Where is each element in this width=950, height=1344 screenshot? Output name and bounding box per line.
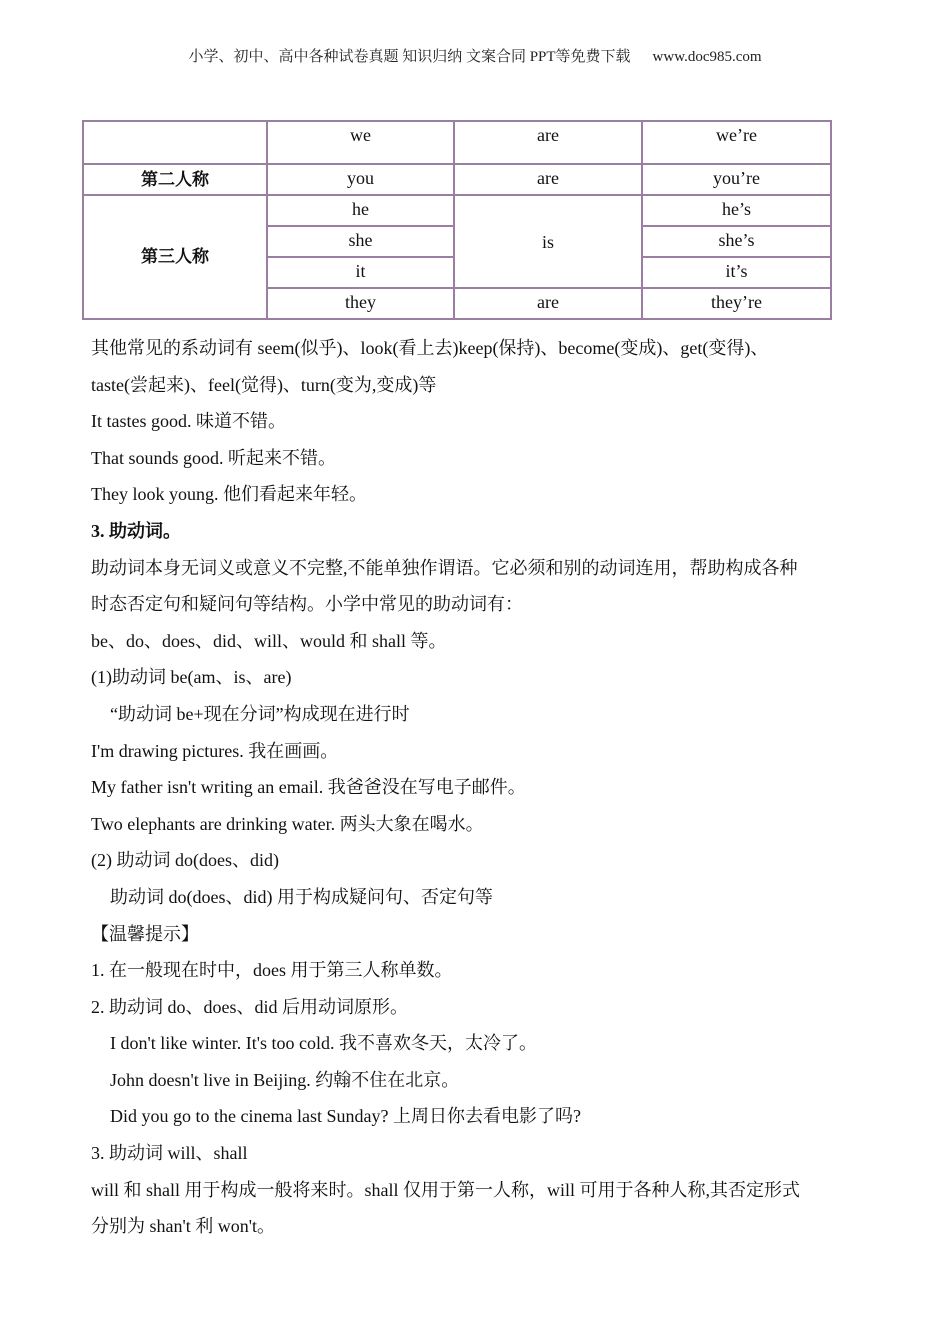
example-sentence: It tastes good. 味道不错。 — [91, 411, 286, 432]
example-sentence: John doesn't live in Beijing. 约翰不住在北京。 — [110, 1069, 460, 1090]
table-cell — [83, 121, 267, 164]
table-cell: you — [267, 164, 454, 195]
text-line: taste(尝起来)、feel(觉得)、turn(变为,变成)等 — [91, 374, 437, 395]
table-cell: they — [267, 288, 454, 319]
table-cell: he — [267, 195, 454, 226]
text-line: will 和 shall 用于构成一般将来时。shall 仅用于第一人称，will 可用于各种人称,其否定形式 — [91, 1179, 800, 1200]
header-text: 小学、初中、高中各种试卷真题 知识归纳 文案合同 PPT等免费下载 — [188, 49, 631, 65]
text-line: 助动词 do(does、did) 用于构成疑问句、否定句等 — [110, 886, 493, 907]
table-cell: are — [454, 121, 642, 164]
table-cell: you’re — [642, 164, 831, 195]
example-sentence: Did you go to the cinema last Sunday? 上周日你去看电影了吗? — [110, 1106, 581, 1127]
example-sentence: My father isn't writing an email. 我爸爸没在写电子邮件。 — [91, 777, 526, 798]
text-line: 其他常见的系动词有 seem(似乎)、look(看上去)keep(保持)、become(变成)、get(变得)、 — [91, 338, 769, 358]
table-cell: it — [267, 257, 454, 288]
table-cell: she’s — [642, 226, 831, 257]
table-cell: are — [454, 288, 642, 319]
table-cell: we’re — [642, 121, 831, 164]
example-sentence: I'm drawing pictures. 我在画画。 — [91, 740, 339, 761]
third-person-label: 第三人称 — [83, 195, 267, 319]
header-url[interactable]: www.doc985.com — [652, 49, 762, 65]
table-row — [83, 164, 831, 195]
text-line: 分别为 shan't 利 won't。 — [91, 1216, 275, 1237]
table-cell: she — [267, 226, 454, 257]
table-cell-is: is — [454, 195, 642, 288]
second-person-label: 第二人称 — [83, 164, 267, 195]
table-cell: are — [454, 164, 642, 195]
table-cell: it’s — [642, 257, 831, 288]
tip-heading: 【温馨提示】 — [91, 923, 199, 944]
subsection-heading: 3. 助动词 will、shall — [91, 1143, 248, 1164]
text-line: 时态否定句和疑问句等结构。小学中常见的助动词有： — [91, 594, 523, 615]
table-cell: he’s — [642, 195, 831, 226]
text-line: 助动词本身无词义或意义不完整,不能单独作谓语。它必须和别的动词连用，帮助构成各种 — [91, 557, 798, 578]
subsection-heading: (2) 助动词 do(does、did) — [91, 850, 279, 871]
tip-item: 2. 助动词 do、does、did 后用动词原形。 — [91, 996, 408, 1017]
page-header — [0, 45, 950, 66]
table-row — [83, 195, 831, 226]
tip-item: 1. 在一般现在时中，does 用于第三人称单数。 — [91, 960, 453, 981]
pronoun-be-table — [82, 120, 832, 320]
example-sentence: They look young. 他们看起来年轻。 — [91, 484, 367, 505]
section-heading: 3. 助动词。 — [91, 520, 181, 541]
text-line: “助动词 be+现在分词”构成现在进行时 — [110, 703, 410, 724]
example-sentence: That sounds good. 听起来不错。 — [91, 447, 336, 468]
text-line: be、do、does、did、will、would 和 shall 等。 — [91, 630, 447, 651]
table-row — [83, 121, 831, 164]
document-body — [91, 330, 866, 1245]
example-sentence: I don't like winter. It's too cold. 我不喜欢冬天，太冷了。 — [110, 1033, 537, 1054]
table-cell: we — [267, 121, 454, 164]
subsection-heading: (1)助动词 be(am、is、are) — [91, 667, 292, 688]
example-sentence: Two elephants are drinking water. 两头大象在喝水。 — [91, 813, 484, 834]
table-cell: they’re — [642, 288, 831, 319]
